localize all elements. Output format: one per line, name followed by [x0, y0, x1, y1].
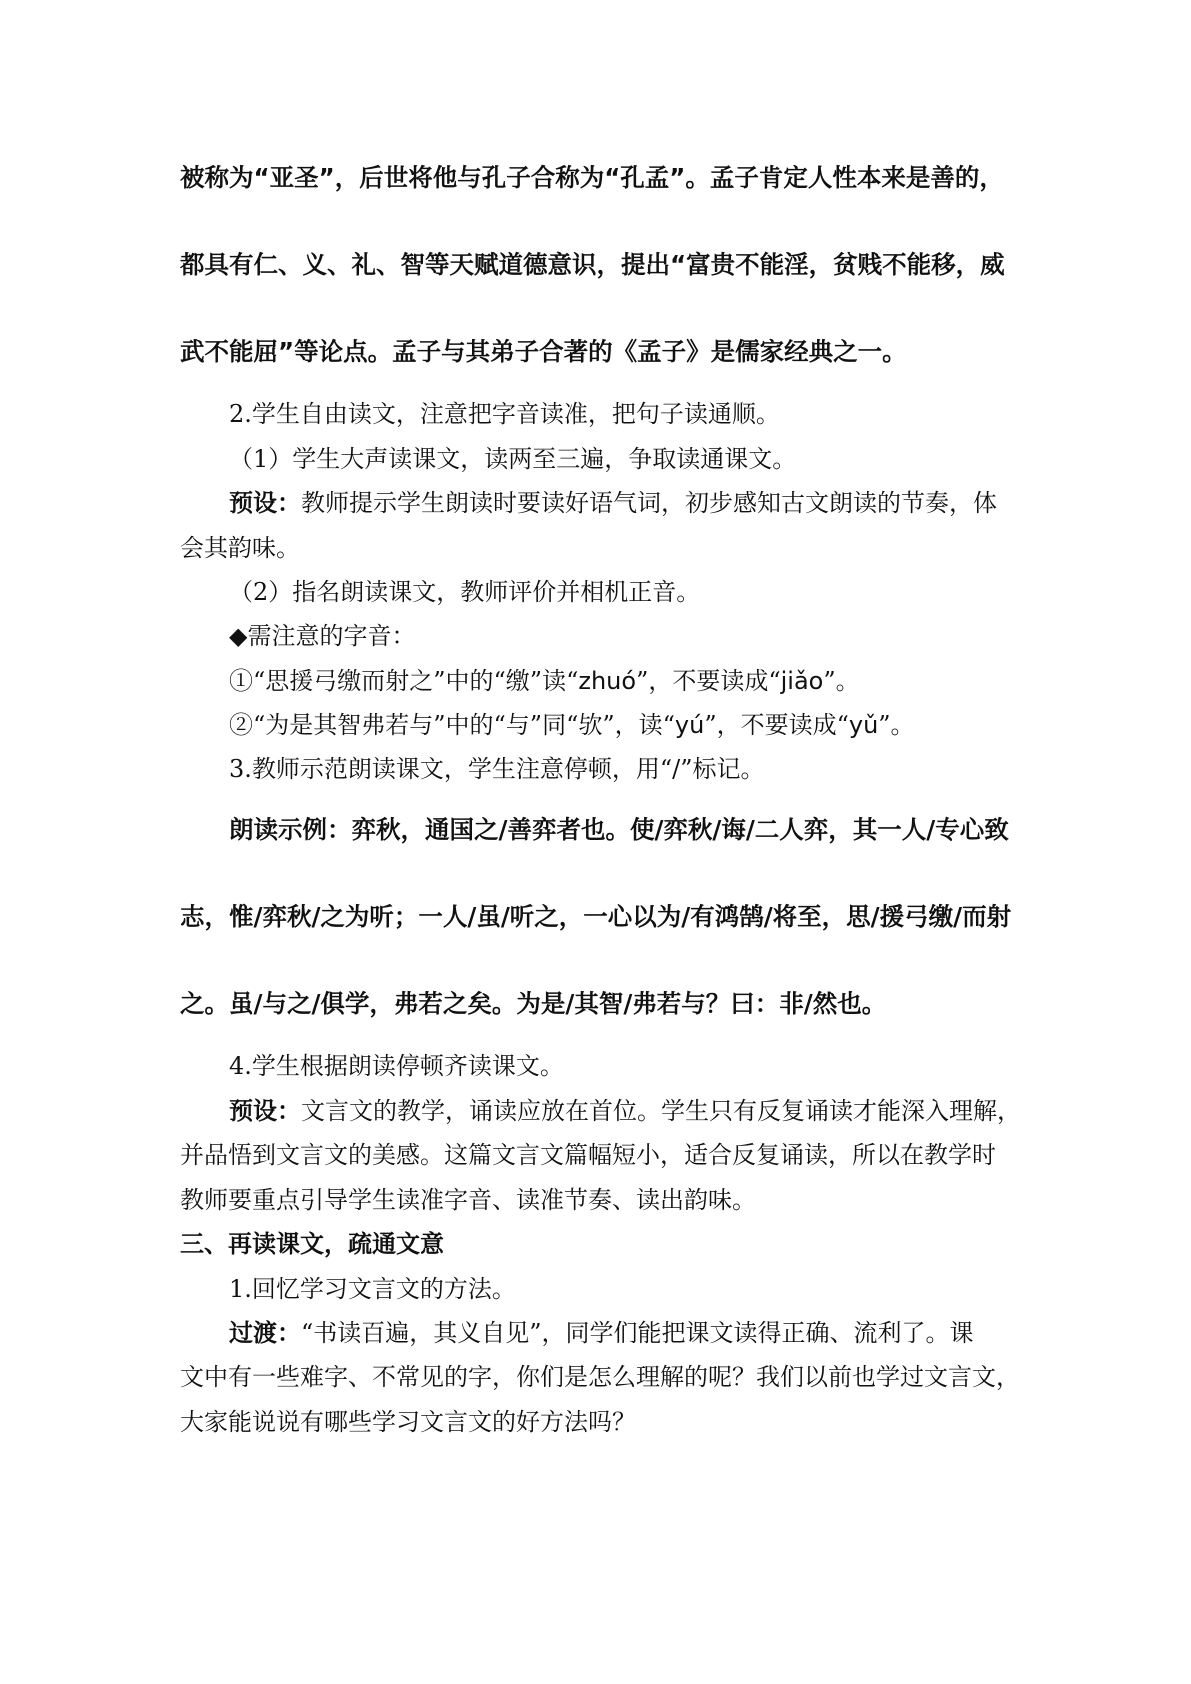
- example-line-3: 之。虽/与之/俱学，弗若之矣。为是/其智/弗若与？曰：非/然也。: [180, 989, 887, 1018]
- note1-text-b: ”，不要读成“: [636, 667, 781, 695]
- transition-line3: 大家能说说有哪些学习文言文的好方法吗？: [180, 1408, 636, 1436]
- example-line-1: 朗读示例：弈秋，通国之/善弈者也。使/弈秋/诲/二人弈，其一人/专心致: [229, 815, 1009, 844]
- step2-sub2: （2）指名朗读课文，教师评价并相机正音。: [229, 578, 701, 606]
- transition-text: “书读百遍，其义自见”，同学们能把课文读得正确、流利了。课: [301, 1319, 974, 1347]
- note2-pinyin-correct: yú: [674, 711, 705, 739]
- step2-sub1: （1）学生大声读课文，读两至三遍，争取读通课文。: [229, 445, 797, 473]
- transition-line1: [229, 1318, 974, 1347]
- preset1-line1: [229, 488, 997, 517]
- example-line-2: 志，惟/弈秋/之为听；一人/虽/听之，一心以为/有鸿鹄/将至，思/援弓缴/而射: [180, 902, 1012, 931]
- preset2-line2: 并品悟到文言文的美感。这篇文言文篇幅短小，适合反复诵读，所以在教学时: [180, 1141, 996, 1169]
- section3-step1: 1.回忆学习文言文的方法。: [229, 1275, 516, 1303]
- note1-text-a: ①“思援弓缴而射之”中的“缴”读“: [229, 667, 579, 695]
- preset1-line2: 会其韵味。: [180, 534, 300, 562]
- note2-text-b: ”，不要读成“: [704, 711, 849, 739]
- note-heading: ◆需注意的字音：: [229, 622, 416, 650]
- preset2-label: 预设：: [229, 1096, 301, 1125]
- note1-text-c: ”。: [823, 667, 860, 695]
- intro-line-1: 被称为“亚圣”，后世将他与孔子合称为“孔孟”。孟子肯定人性本来是善的，: [180, 163, 1004, 192]
- note2-pinyin-wrong: yǔ: [848, 711, 879, 739]
- transition-label: 过渡：: [229, 1318, 301, 1347]
- note1-pinyin-correct: zhuó: [578, 667, 637, 695]
- intro-line-3: 武不能屈”等论点。孟子与其弟子合著的《孟子》是儒家经典之一。: [180, 337, 907, 366]
- preset1-text: 教师提示学生朗读时要读好语气词，初步感知古文朗读的节奏，体: [301, 489, 997, 517]
- transition-line2: 文中有一些难字、不常见的字，你们是怎么理解的呢？我们以前也学过文言文，: [180, 1363, 1020, 1391]
- note2-text-a: ②“为是其智弗若与”中的“与”同“欤”，读“: [229, 711, 675, 739]
- intro-line-2: 都具有仁、义、礼、智等天赋道德意识，提出“富贵不能淫，贫贱不能移，威: [180, 250, 1005, 279]
- note-1: [229, 669, 860, 693]
- preset1-label: 预设：: [229, 488, 301, 517]
- section3-heading: 三、再读课文，疏通文意: [180, 1230, 444, 1258]
- preset2-text: 文言文的教学，诵读应放在首位。学生只有反复诵读才能深入理解，: [301, 1097, 1021, 1125]
- step4-title: 4.学生根据朗读停顿齐读课文。: [229, 1052, 564, 1080]
- preset2-line3: 教师要重点引导学生读准字音、读准节奏、读出韵味。: [180, 1186, 756, 1214]
- note1-pinyin-wrong: jiǎo: [780, 667, 824, 695]
- step3-title: 3.教师示范朗读课文，学生注意停顿，用“/”标记。: [229, 755, 765, 783]
- preset2-line1: [229, 1096, 1021, 1125]
- step2-title: 2.学生自由读文，注意把字音读准，把句子读通顺。: [229, 400, 780, 428]
- note-2: [229, 713, 915, 737]
- note2-text-c: ”。: [878, 711, 915, 739]
